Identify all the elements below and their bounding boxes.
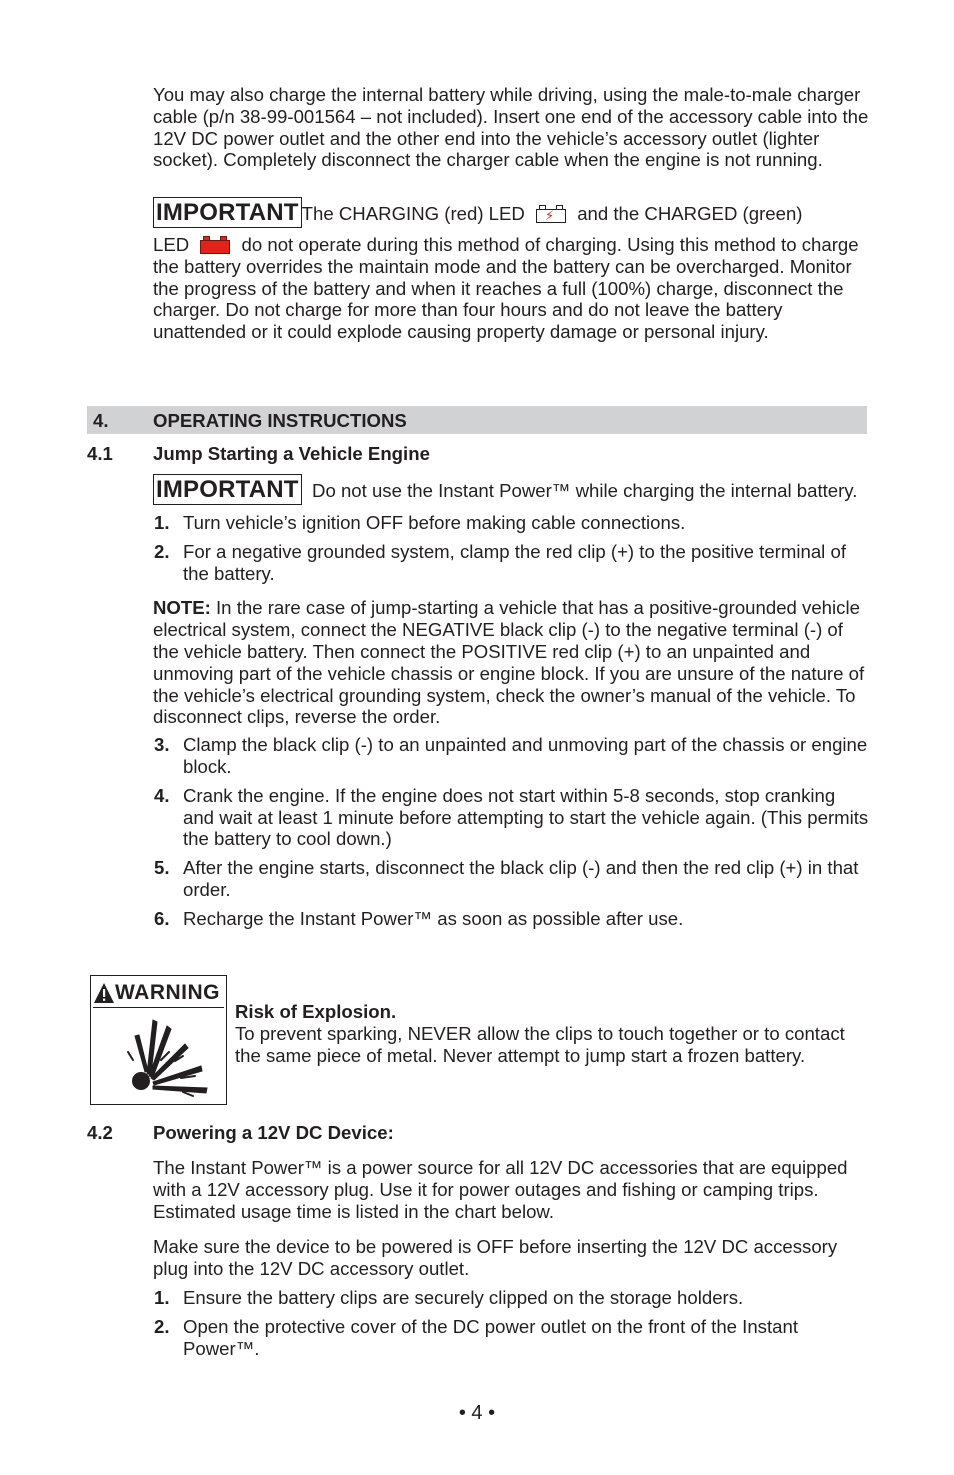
subsection-number: 4.2 [87,1122,113,1143]
important-led-block [153,197,869,343]
warning-label: WARNING [115,981,220,1004]
list-item [153,1316,869,1360]
warning-text: To prevent sparking, NEVER allow the clips to touch together or to contact the same piece of metal. Never attempt to jump start a frozen battery. [235,1022,845,1066]
important-text-1: The CHARGING (red) LED [301,203,525,224]
note-text: In the rare case of jump-starting a vehicle that has a positive-grounded vehicle electrical system, connect the NEGATIVE black clip (-) to the negative terminal (-) of the vehicle battery. Then connect the POSITIVE red clip (+) to an unpainted and unmoving part of the vehicle chassis or engine block. If you are unsure of the nature of the vehicle’s electrical grounding system, check the owner’s manual of the vehicle. To disconnect clips, reverse the order. [153,597,865,728]
page-number: • 4 • [458,1402,496,1424]
step-text: Turn vehicle’s ignition OFF before making cable connections. [183,512,686,533]
warning-title: Risk of Explosion. [235,1001,397,1022]
step-number: 2. [154,1315,170,1337]
step-number: 1. [154,1286,170,1308]
warning-header [93,979,220,1007]
step-text: For a negative grounded system, clamp the red clip (+) to the positive terminal of the battery. [183,540,846,584]
powering-paragraph-2: Make sure the device to be powered is OFF before inserting the 12V DC accessory plug into the 12V DC accessory outlet. [153,1236,838,1280]
list-item [153,857,869,901]
step-text: Crank the engine. If the engine does not start within 5-8 seconds, stop cranking and wait at least 1 minute before attempting to start the vehicle again. (This permits the battery to cool down.) [183,784,869,850]
warning-triangle-icon [93,982,115,1004]
important-text-3: LED [153,234,190,255]
step-number: 6. [154,907,170,929]
section-header-operating-instructions [87,406,867,434]
warning-text-block [235,1001,869,1066]
important-label: IMPORTANT [153,474,302,505]
important-text-4: do not operate during this method of charging. Using this method to charge the battery overrides the maintain mode and the battery can be overcharged. Monitor the progress of the battery and when it reaches a full (100%) charge, disconnect the charger. Do not charge for more than four hours and do not leave the battery unattended or it could explode causing property damage or personal injury. [153,234,859,343]
list-item [153,734,869,778]
important-jump-paragraph [153,474,869,505]
jump-start-block [153,474,869,930]
step-number: 4. [154,784,170,806]
note-label: NOTE: [153,597,211,619]
step-number: 2. [154,540,170,562]
warning-box [90,975,227,1105]
list-item [153,785,869,850]
battery-charging-icon: ⚡ [536,205,566,223]
note-paragraph [153,597,869,728]
battery-charged-icon [200,236,230,254]
step-text: After the engine starts, disconnect the black clip (-) and then the red clip (+) in that order. [183,857,859,900]
subsection-number: 4.1 [87,443,113,464]
powering-steps-list [153,1287,869,1359]
important-text-2: and the CHARGED (green) [577,203,803,224]
list-item [153,512,869,534]
step-text: Clamp the black clip (-) to an unpainted and unmoving part of the chassis or engine block. [183,734,868,777]
jump-steps-list-b [153,734,869,929]
section-title: OPERATING INSTRUCTIONS [153,410,407,431]
step-number: 5. [154,857,170,879]
powering-paragraph-1: The Instant Power™ is a power source for all 12V DC accessories that are equipped with a 12V accessory plug. Use it for power outages and fishing or camping trips. Estimated usage time is listed in the chart below. [153,1157,848,1222]
step-text: Open the protective cover of the DC power outlet on the front of the Instant Power™. [183,1315,798,1359]
step-number: 3. [154,734,170,756]
important-label: IMPORTANT [153,197,302,228]
intro-paragraph: You may also charge the internal battery while driving, using the male-to-male charger cable (p/n 38-99-001564 – not included). Insert one end of the accessory cable into the 12V DC power outlet and the other end into the vehicle’s accessory outlet (lighter socket). Completely disconnect the charger cable when the engine is not running. [153,84,869,171]
step-text: Ensure the battery clips are securely clipped on the storage holders. [183,1286,744,1308]
list-item [153,908,869,930]
important-jump-text: Do not use the Instant Power™ while charging the internal battery. [312,480,858,501]
step-number: 1. [154,512,170,533]
list-item [153,1287,869,1309]
important-led-paragraph [153,197,869,228]
section-number: 4. [93,410,109,431]
important-led-continued [153,234,869,343]
subsection-title: Powering a 12V DC Device: [153,1122,394,1143]
list-item [153,541,869,585]
subsection-title: Jump Starting a Vehicle Engine [153,443,430,464]
explosion-icon [123,1016,213,1098]
step-text: Recharge the Instant Power™ as soon as possible after use. [183,907,684,929]
intro-block [153,84,869,171]
powering-block [153,1157,869,1359]
jump-steps-list-a [153,512,869,584]
